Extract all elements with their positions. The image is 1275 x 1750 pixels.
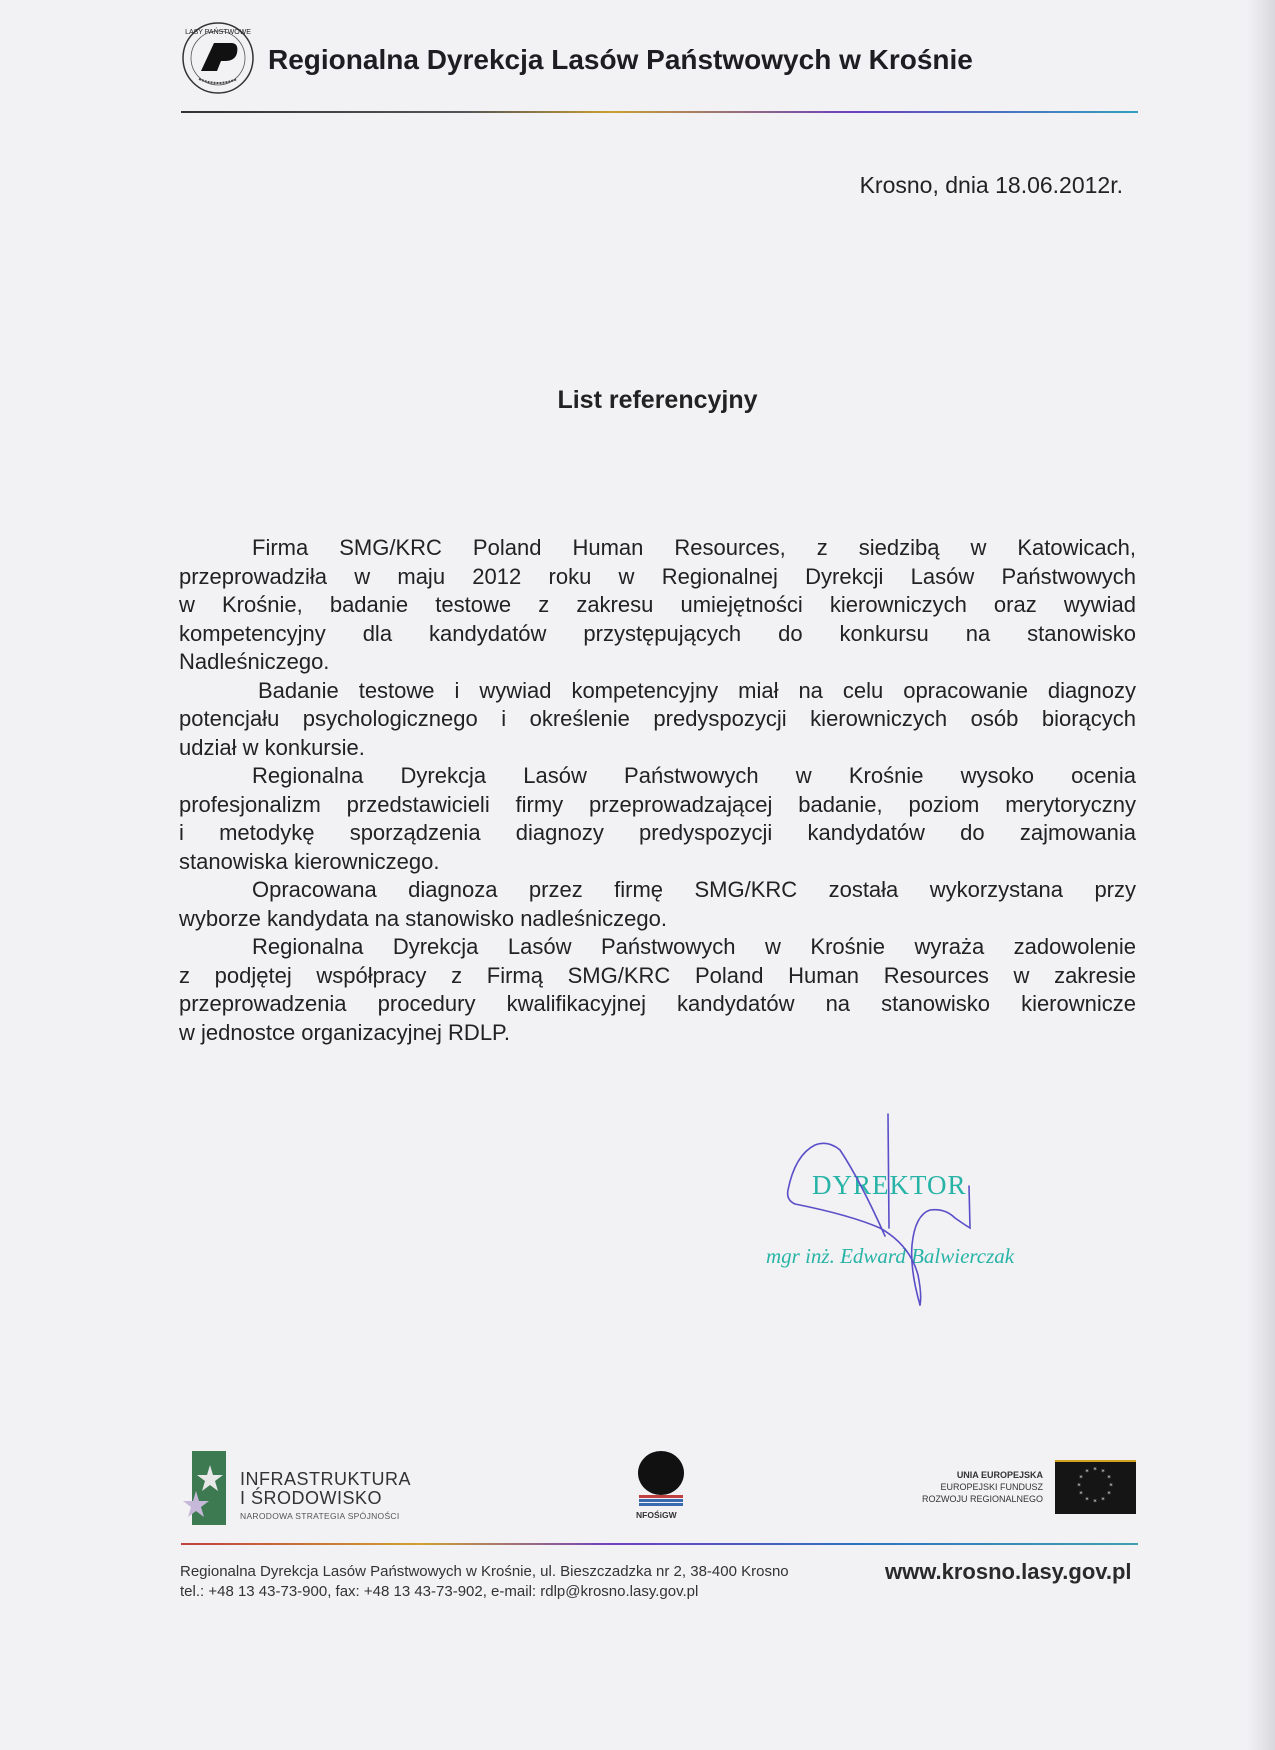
body-line: w Krośnie, badanie testowe z zakresu umiejętności kierowniczych oraz wywiad — [179, 592, 1136, 617]
body-line: przeprowadzenia procedury kwalifikacyjnej kandydatów na stanowisko kierownicze — [179, 991, 1136, 1016]
body-line: Badanie testowe i wywiad kompetencyjny miał na celu opracowanie diagnozy — [258, 677, 1136, 703]
letter-body — [179, 534, 1136, 1047]
eu-flag-icon — [1055, 1460, 1136, 1514]
paragraph-5 — [179, 933, 1136, 1047]
body-line: kompetencyjny dla kandydatów przystępujących do konkursu na stanowisko — [179, 620, 1136, 646]
infrastruktura-text — [240, 1470, 411, 1521]
paragraph-3 — [179, 762, 1136, 876]
eu-line-3: ROZWOJU REGIONALNEGO — [921, 1494, 1043, 1504]
footer-divider — [181, 1543, 1138, 1545]
svg-text:*: * — [1093, 1466, 1097, 1474]
handwritten-signature — [760, 1100, 1060, 1320]
svg-text:*: * — [1101, 1496, 1105, 1504]
body-line: Opracowana diagnoza przez firmę SMG/KRC została wykorzystana przy — [252, 877, 1136, 902]
svg-text:*: * — [1101, 1468, 1105, 1476]
paragraph-2 — [179, 677, 1136, 763]
svg-text:*: * — [1107, 1474, 1111, 1482]
svg-text:*: * — [1079, 1474, 1083, 1482]
infra-line-1: INFRASTRUKTURA — [240, 1469, 412, 1489]
svg-text:*: * — [1085, 1468, 1089, 1476]
body-line: potencjału psychologicznego i określenie predyspozycji kierowniczych osób biorących — [179, 706, 1136, 731]
header-divider — [181, 111, 1138, 113]
body-line: Nadleśniczego. — [179, 649, 330, 674]
paragraph-4 — [179, 876, 1136, 933]
eu-line-1: UNIA EUROPEJSKA — [956, 1470, 1043, 1480]
eu-line-2: EUROPEJSKI FUNDUSZ — [940, 1482, 1043, 1492]
body-line: udział w konkursie. — [179, 734, 365, 760]
lasy-panstwowe-logo — [181, 21, 255, 95]
body-line: stanowiska kierowniczego. — [179, 848, 440, 874]
nfosigw-label: NFOŚiGW — [636, 1510, 677, 1520]
institution-title: Regionalna Dyrekcja Lasów Państwowych w Krośnie — [268, 44, 973, 75]
stamp-title: DYREKTOR — [812, 1170, 967, 1200]
svg-text:LASY PAŃSTWOWE: LASY PAŃSTWOWE — [185, 29, 251, 36]
footer-website-link[interactable]: www.krosno.lasy.gov.pl — [885, 1559, 1132, 1584]
body-line: wyborze kandydata na stanowisko nadleśniczego. — [179, 905, 667, 931]
svg-text:*: * — [1085, 1496, 1089, 1504]
body-line: i metodykę sporządzenia diagnozy predyspozycji kandydatów do zajmowania — [179, 820, 1136, 845]
svg-text:*: * — [1079, 1490, 1083, 1498]
body-line: w jednostce organizacyjnej RDLP. — [179, 1019, 510, 1045]
body-line: Regionalna Dyrekcja Lasów Państwowych w Krośnie wysoko ocenia — [252, 763, 1136, 788]
body-line: z podjętej współpracy z Firmą SMG/KRC Poland Human Resources w zakresie — [179, 962, 1136, 988]
body-line: Firma SMG/KRC Poland Human Resources, z siedzibą w Katowicach, — [252, 535, 1136, 560]
footer-contact — [180, 1562, 789, 1602]
stamp-name: mgr inż. Edward Balwierczak — [766, 1244, 1015, 1268]
body-line: profesjonalizm przedstawicieli firmy przeprowadzającej badanie, poziom merytoryczny — [179, 791, 1136, 817]
svg-text:*: * — [1109, 1482, 1113, 1490]
paper-edge-shadow — [1247, 0, 1275, 1750]
svg-text:*: * — [1077, 1482, 1081, 1490]
infrastruktura-logo-icon — [182, 1451, 226, 1525]
body-line: Regionalna Dyrekcja Lasów Państwowych w Krośnie wyraża zadowolenie — [252, 934, 1136, 959]
eu-text — [922, 1469, 1043, 1505]
body-line: przeprowadziła w maju 2012 roku w Regionalnej Dyrekcji Lasów Państwowych — [179, 563, 1136, 589]
letter-date: Krosno, dnia 18.06.2012r. — [859, 172, 1123, 198]
paragraph-1 — [179, 534, 1136, 677]
infra-line-2: I ŚRODOWISKO — [240, 1488, 383, 1508]
footer-phone-email: tel.: +48 13 43-73-900, fax: +48 13 43-73-902, e-mail: rdlp@krosno.lasy.gov.pl — [180, 1583, 699, 1600]
infra-line-3: NARODOWA STRATEGIA SPÓJNOŚCI — [240, 1511, 400, 1521]
svg-text:*: * — [1107, 1490, 1111, 1498]
nfosigw-logo-icon — [636, 1451, 686, 1507]
svg-text:*: * — [1093, 1498, 1097, 1506]
document-title: List referencyjny — [557, 386, 758, 414]
footer-address: Regionalna Dyrekcja Lasów Państwowych w Krośnie, ul. Bieszczadzka nr 2, 38-400 Krosno — [180, 1563, 789, 1580]
